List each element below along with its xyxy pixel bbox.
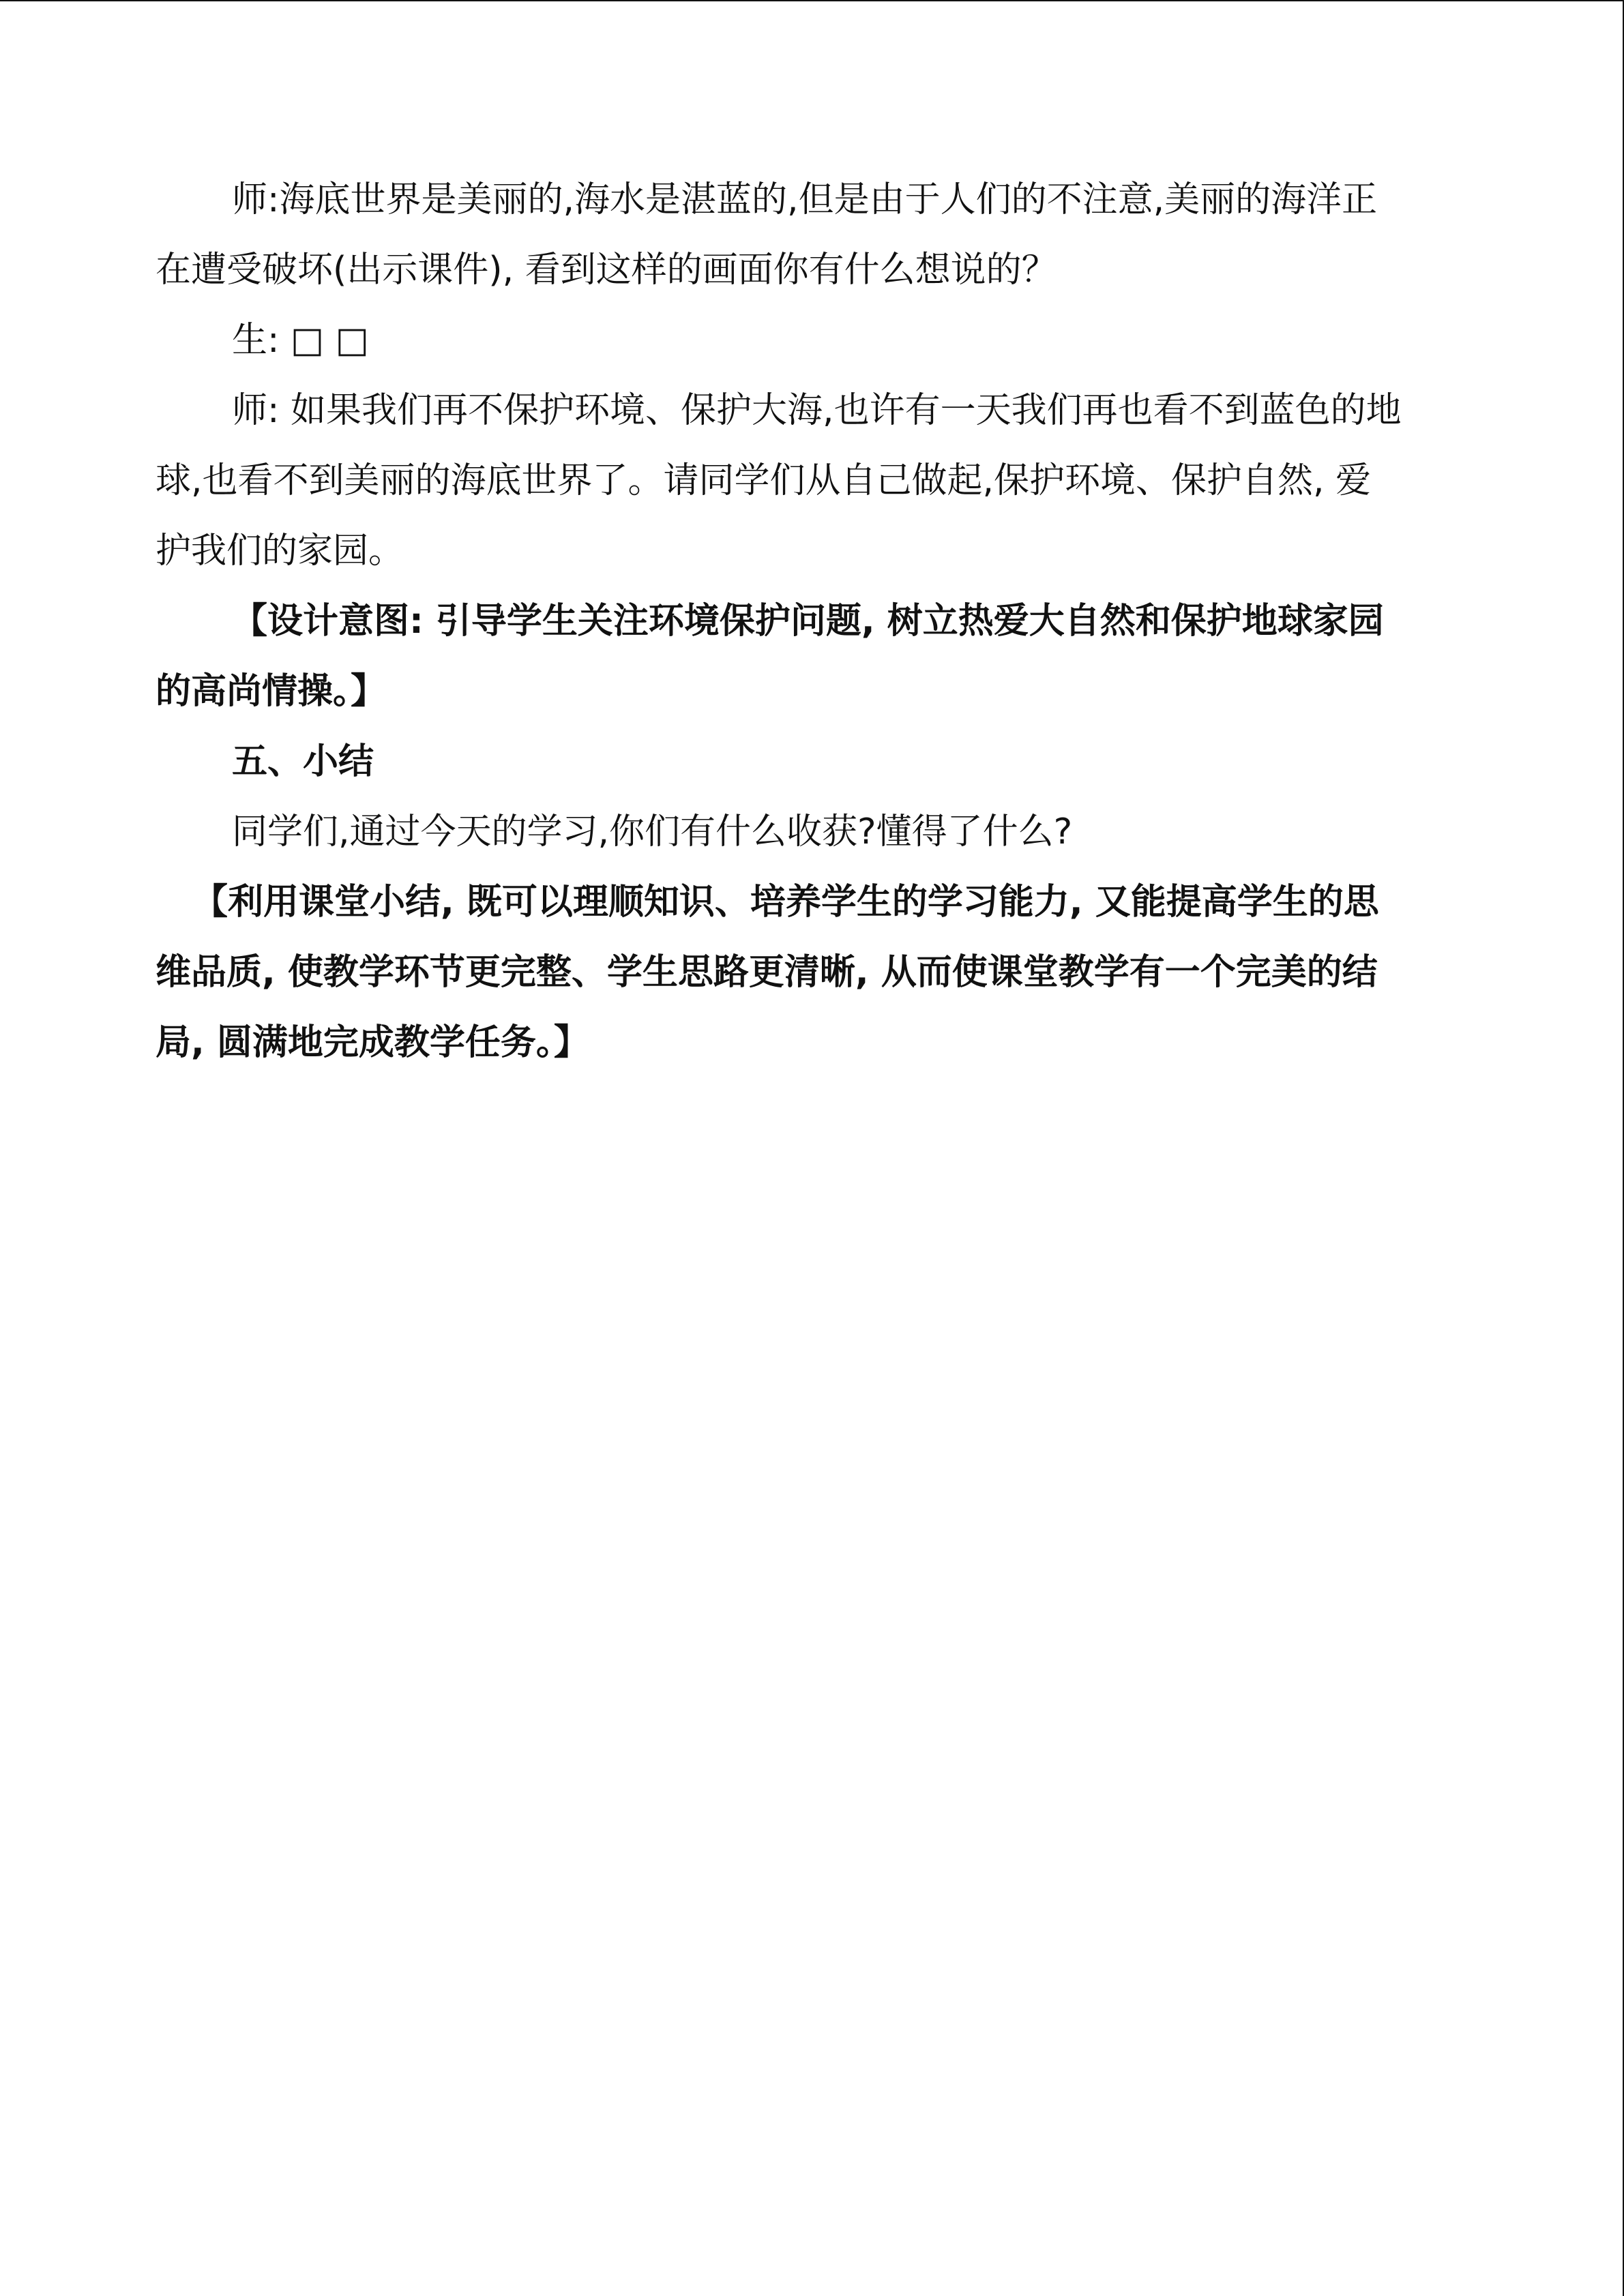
summary-intent-line-1: 【利用课堂小结, 既可以理顺知识、培养学生的学习能力, 又能提高学生的思 — [192, 882, 1379, 923]
summary-question-line: 同学们,通过今天的学习,你们有什么收获?懂得了什么? — [232, 811, 1073, 852]
section-heading-summary: 五、小结 — [232, 741, 374, 782]
summary-intent-line-2: 维品质, 使教学环节更完整、学生思路更清晰, 从而使课堂教学有一个完美的结 — [156, 952, 1378, 993]
teacher-statement-line-1: 师: 如果我们再不保护环境、保护大海,也许有一天我们再也看不到蓝色的地 — [232, 390, 1402, 431]
student-answer-line: 生: □ □ — [232, 320, 369, 361]
teacher-question-line-1: 师:海底世界是美丽的,海水是湛蓝的,但是由于人们的不注意,美丽的海洋正 — [232, 179, 1378, 220]
design-intent-line-1: 【设计意图: 引导学生关注环境保护问题, 树立热爱大自然和保护地球家园 — [232, 601, 1384, 642]
teacher-question-line-2: 在遭受破坏(出示课件), 看到这样的画面你有什么想说的？ — [156, 250, 1057, 290]
design-intent-line-2: 的高尚情操。】 — [156, 671, 387, 712]
teacher-statement-line-3: 护我们的家园。 — [156, 531, 404, 571]
teacher-statement-line-2: 球,也看不到美丽的海底世界了。请同学们从自己做起,保护环境、保护自然, 爱 — [156, 460, 1372, 501]
document-body — [156, 165, 1472, 1078]
summary-intent-line-3: 局, 圆满地完成教学任务。】 — [156, 1022, 589, 1063]
